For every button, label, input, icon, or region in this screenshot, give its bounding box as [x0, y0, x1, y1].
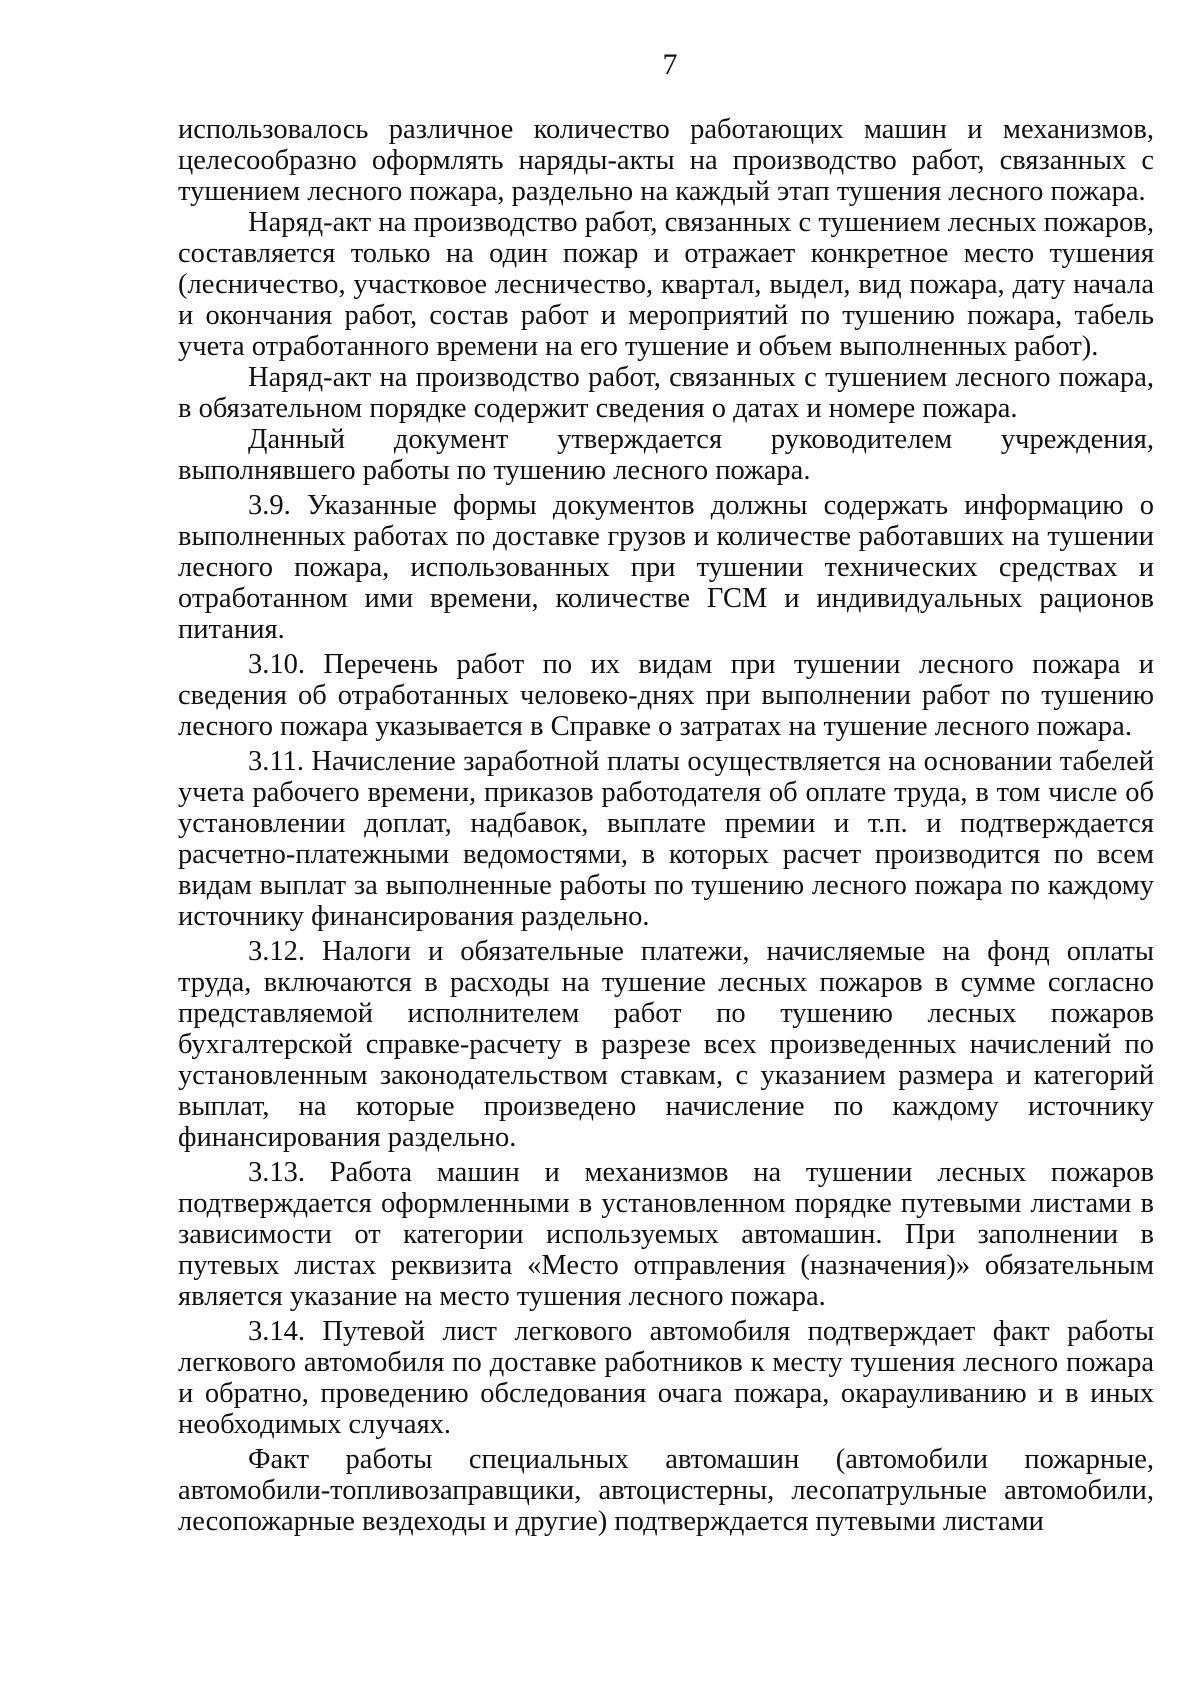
paragraph: 3.12. Налоги и обязательные платежи, начисляемые на фонд оплаты труда, включаются в расходы на тушение лесных пожаров в сумме согласно представляемой исполнителем работ по тушению лесных пожаров бухгалтерской справке-расчету в разрезе всех произведенных начислений по установленным законодательством ставкам, с указанием размера и категорий выплат, на которые произведено начисление по каждому источнику финансирования раздельно.: [178, 936, 1154, 1153]
paragraph: 3.9. Указанные формы документов должны содержать информацию о выполненных работах по доставке грузов и количестве работавших на тушении лесного пожара, использованных при тушении технических средствах и отработанном ими времени, количестве ГСМ и индивидуальных рационов питания.: [178, 490, 1154, 645]
paragraph: использовалось различное количество работающих машин и механизмов, целесообразно оформлять наряды-акты на производство работ, связанных с тушением лесного пожара, раздельно на каждый этап тушения лесного пожара.: [178, 114, 1154, 207]
paragraph: 3.14. Путевой лист легкового автомобиля подтверждает факт работы легкового автомобиля по доставке работников к месту тушения лесного пожара и обратно, проведению обследования очага пожара, окарауливанию и в иных необходимых случаях.: [178, 1316, 1154, 1440]
paragraph: 3.11. Начисление заработной платы осуществляется на основании табелей учета рабочего времени, приказов работодателя об оплате труда, в том числе об установлении доплат, надбавок, выплате премии и т.п. и подтверждается расчетно-платежными ведомостями, в которых расчет производится по всем видам выплат за выполненные работы по тушению лесного пожара по каждому источнику финансирования раздельно.: [178, 746, 1154, 932]
paragraph: Наряд-акт на производство работ, связанных с тушением лесного пожара, в обязательном порядке содержит сведения о датах и номере пожара.: [178, 362, 1154, 424]
paragraph: Факт работы специальных автомашин (автомобили пожарные, автомобили-топливозаправщики, автоцистерны, лесопатрульные автомобили, лесопожарные вездеходы и другие) подтверждается путевыми листами: [178, 1444, 1154, 1537]
paragraph: 3.13. Работа машин и механизмов на тушении лесных пожаров подтверждается оформленными в установленном порядке путевыми листами в зависимости от категории используемых автомашин. При заполнении в путевых листах реквизита «Место отправления (назначения)» обязательным является указание на место тушения лесного пожара.: [178, 1157, 1154, 1312]
paragraph: Наряд-акт на производство работ, связанных с тушением лесных пожаров, составляется только на один пожар и отражает конкретное место тушения (лесничество, участковое лесничество, квартал, выдел, вид пожара, дату начала и окончания работ, состав работ и мероприятий по тушению пожара, табель учета отработанного времени на его тушение и объем выполненных работ).: [178, 207, 1154, 362]
paragraph: 3.10. Перечень работ по их видам при тушении лесного пожара и сведения об отработанных человеко-днях при выполнении работ по тушению лесного пожара указывается в Справке о затратах на тушение лесного пожара.: [178, 649, 1154, 742]
document-body: [178, 114, 1154, 1537]
paragraph: Данный документ утверждается руководителем учреждения, выполнявшего работы по тушению лесного пожара.: [178, 424, 1154, 486]
page-number: 7: [662, 48, 678, 81]
